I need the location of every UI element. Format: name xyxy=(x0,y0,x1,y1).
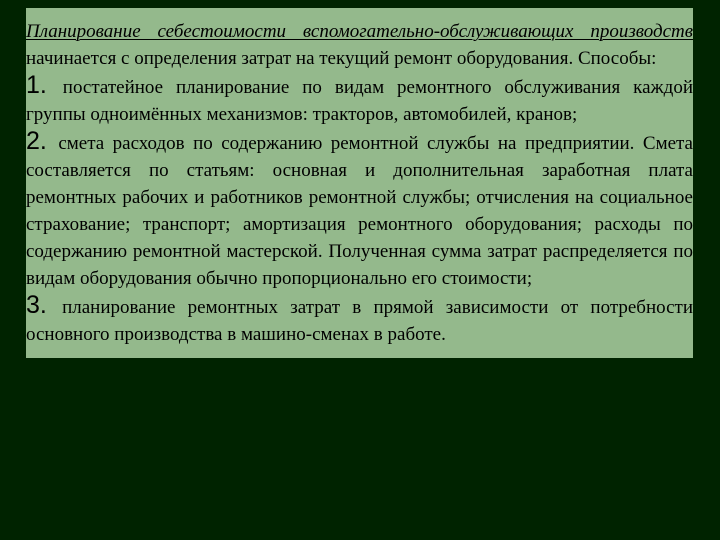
list-item xyxy=(26,292,693,348)
intro-text: начинается с определения затрат на текущий ремонт оборудования. Способы: xyxy=(26,48,657,69)
item-number: 1. xyxy=(26,71,47,99)
intro-paragraph xyxy=(26,18,693,72)
item-text: смета расходов по содержанию ремонтной службы на предприятии. Смета составляется по статьям: основная и дополнительная заработная плата ремонтных рабочих и работников ремонтной службы; отчисления на социальное страхование; транспорт; амортизация ремонтного оборудования; расходы по содержанию ремонтной мастерской. Полученная сумма затрат распределяется по видам оборудования обычно пропорционально его стоимости; xyxy=(26,133,693,289)
intro-emphasis: Планирование себестоимости вспомогательно-обслуживающих производств xyxy=(26,21,693,42)
list-item xyxy=(26,72,693,128)
item-text: постатейное планирование по видам ремонтного обслуживания каждой группы одноимённых механизмов: тракторов, автомобилей, кранов; xyxy=(26,77,693,125)
item-text: планирование ремонтных затрат в прямой зависимости от потребности основного производства в машино-сменах в работе. xyxy=(26,297,693,345)
text-frame xyxy=(26,8,693,358)
item-number: 2. xyxy=(26,127,47,155)
item-number: 3. xyxy=(26,291,47,319)
list-item xyxy=(26,128,693,292)
